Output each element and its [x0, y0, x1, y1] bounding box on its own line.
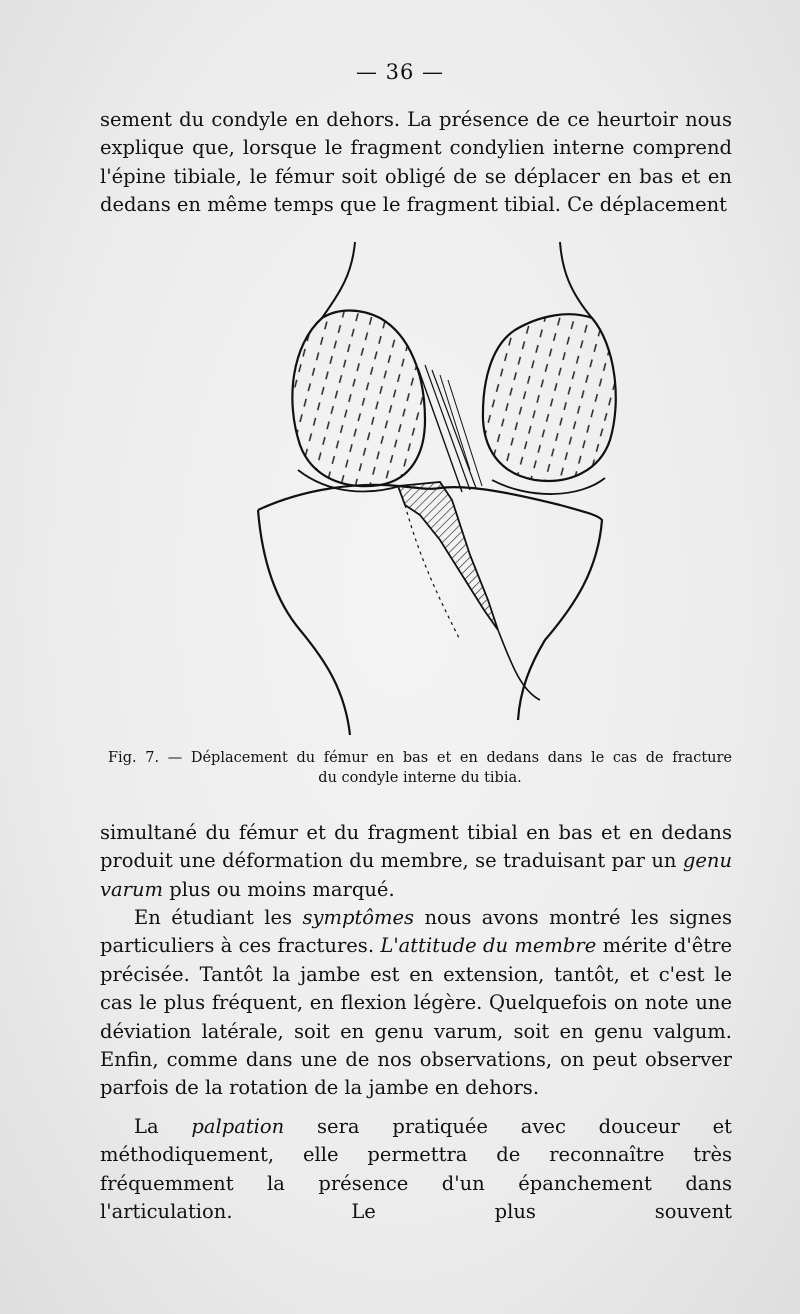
- italic-term: symptômes: [302, 906, 415, 929]
- paragraph-palpation: [100, 1113, 732, 1227]
- fracture-fragment: [398, 482, 498, 630]
- figure-caption: [108, 748, 732, 788]
- text-run: En étudiant les: [134, 906, 303, 929]
- paragraph-continuation: sement du condyle en dehors. La présence de ce heurtoir nous explique que, lorsque le fragment condylien interne comprend l'épine tibiale, le fémur soit obligé de se déplacer en bas et en dedans en même temps que le fragment tibial. Ce déplacement: [100, 108, 732, 217]
- femur-outline-left: [322, 242, 355, 318]
- tibia-outline: [258, 485, 602, 735]
- page-number: — 36 —: [355, 60, 445, 84]
- italic-term: genu varum: [100, 849, 732, 901]
- italic-term: palpation: [191, 1115, 285, 1138]
- text-run: nous avons montré les signes particuliers à ces fractures.: [100, 906, 732, 958]
- paragraph-symptoms: [100, 904, 732, 1103]
- text-run: La: [134, 1115, 192, 1138]
- text-run: simultané du fémur et du fragment tibial en bas et en dedans produit une déformation du membre, se traduisant par un: [100, 821, 732, 873]
- caption-line-1: Fig. 7. — Déplacement du fémur en bas et en dedans dans le cas de fracture: [108, 750, 732, 766]
- caption-line-2: du condyle interne du tibia.: [318, 770, 522, 786]
- text-run: sera pratiquée avec douceur et méthodiquement, elle permettra de reconnaître très fréquemment la présence d'un épanchement dans l'articulation. Le plus souvent: [100, 1115, 732, 1224]
- text-run: mérite d'être précisée. Tantôt la jambe est en extension, tantôt, et c'est le cas le plus fréquent, en flexion légère. Quelquefois on note une déviation latérale, soit en genu varum, soit en genu valgum. Enfin, comme dans une de nos observations, on peut observer parfois de la rotation de la jambe en dehors.: [100, 934, 732, 1100]
- condyle-internal: [292, 311, 425, 487]
- italic-term: L'attitude du membre: [380, 934, 597, 958]
- text-run: plus ou moins marqué.: [163, 877, 395, 901]
- femur-outline-right: [560, 242, 592, 318]
- paragraph-deformation: [100, 819, 732, 904]
- condyle-external: [483, 314, 616, 481]
